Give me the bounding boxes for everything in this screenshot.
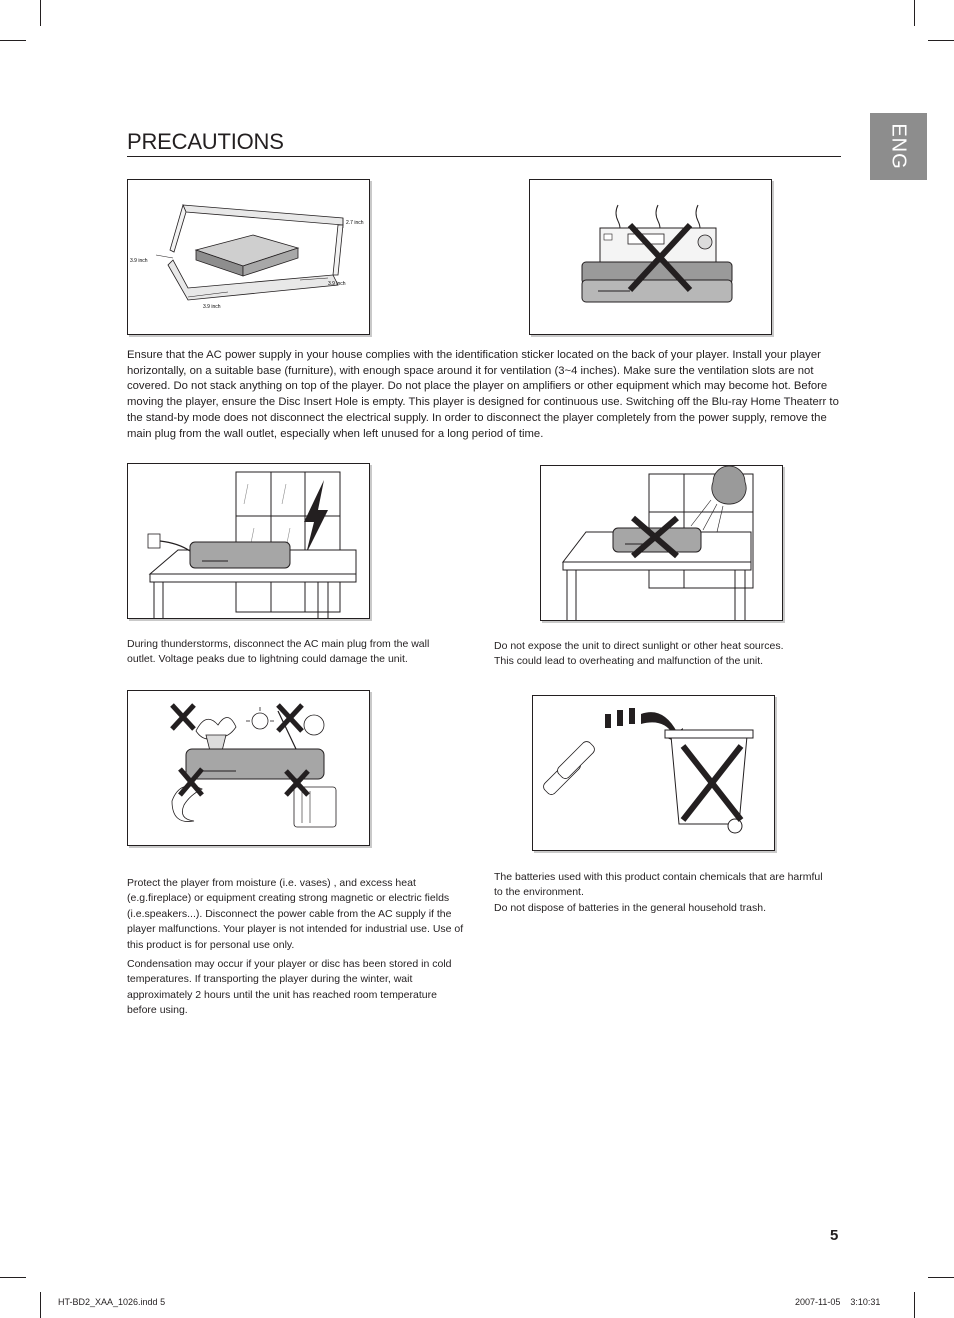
clearance-label-left: 3.9 inch bbox=[130, 258, 148, 264]
battery-disposal-illustration bbox=[533, 696, 774, 850]
moisture-heat-figure bbox=[127, 690, 370, 846]
language-tab bbox=[870, 113, 927, 180]
amplifier-illustration bbox=[530, 180, 771, 334]
title-rule bbox=[127, 156, 841, 157]
crop-mark bbox=[914, 1292, 915, 1318]
thunderstorm-illustration bbox=[128, 464, 369, 618]
crop-mark bbox=[928, 40, 954, 41]
intro-text: Ensure that the AC power supply in your house complies with the identification sticker located on the back of your player. Install your player horizontally, on a suitable base (furniture), with enough space around it for ventilation (3~4 inches). Make sure the ventilation slots are not covered. Do not stack anything on top of the player. Do not place the player on amplifiers or other equipment which may become hot. Before moving the player, ensure the Disc Insert Hole is empty. This player is designed for continuous use. Switching off the Blu-ray Home Theaterr to the stand-by mode does not disconnect the electrical supply. In order to disconnect the player completely from the power supply, remove the main plug from the wall outlet, especially when left unused for a long period of time. bbox=[127, 349, 839, 440]
ventilation-clearance-figure bbox=[127, 179, 370, 335]
moisture-heat-illustration bbox=[128, 691, 369, 845]
sunlight-caption bbox=[494, 639, 804, 670]
crop-mark bbox=[0, 40, 26, 41]
sunlight-figure bbox=[540, 465, 783, 621]
moisture-caption bbox=[127, 876, 467, 1019]
intro-paragraph bbox=[127, 348, 841, 442]
sunlight-text: Do not expose the unit to direct sunlight or other heat sources. This could lead to overheating and malfunction of the unit. bbox=[494, 640, 784, 668]
thunderstorm-figure bbox=[127, 463, 370, 619]
thunderstorm-text: During thunderstorms, disconnect the AC main plug from the wall outlet. Voltage peaks due to lightning could damage the unit. bbox=[127, 638, 430, 666]
crop-mark bbox=[40, 1292, 41, 1318]
language-tab-label: ENG bbox=[888, 123, 910, 170]
footer-timestamp: 2007-11-05 3:10:31 bbox=[795, 1297, 881, 1307]
no-stacking-on-amplifier-figure bbox=[529, 179, 772, 335]
batteries-text-2: Do not dispose of batteries in the general household trash. bbox=[494, 901, 767, 914]
thunderstorm-caption bbox=[127, 637, 447, 668]
clearance-label-bottom: 3.9 inch bbox=[203, 304, 221, 310]
ventilation-illustration bbox=[128, 180, 369, 334]
condensation-text: Condensation may occur if your player or disc has been stored in cold temperatures. If transporting the player during the winter, wait approximately 2 hours until the unit has reached room temperature before using. bbox=[127, 958, 452, 1017]
battery-disposal-figure bbox=[532, 695, 775, 851]
moisture-text: Protect the player from moisture (i.e. vases) , and excess heat (e.g.fireplace) or equipment creating strong magnetic or electric fields (i.e.speakers...). Disconnect the power cable from the AC supply if the player malfunctions. Your player is not intended for industrial use. Use of this product is for personal use only. bbox=[127, 877, 464, 951]
clearance-label-top: 2.7 inch bbox=[346, 220, 364, 226]
page-title: PRECAUTIONS bbox=[127, 129, 284, 154]
footer-filename: HT-BD2_XAA_1026.indd 5 bbox=[58, 1297, 166, 1307]
crop-mark bbox=[928, 1277, 954, 1278]
batteries-caption bbox=[494, 870, 834, 916]
crop-mark bbox=[0, 1277, 26, 1278]
batteries-text-1: The batteries used with this product contain chemicals that are harmful to the environment. bbox=[494, 871, 823, 899]
clearance-label-right: 3.9 inch bbox=[328, 281, 346, 287]
sunlight-illustration bbox=[541, 466, 782, 620]
crop-mark bbox=[914, 0, 915, 26]
crop-mark bbox=[40, 0, 41, 26]
page-number: 5 bbox=[830, 1227, 839, 1244]
